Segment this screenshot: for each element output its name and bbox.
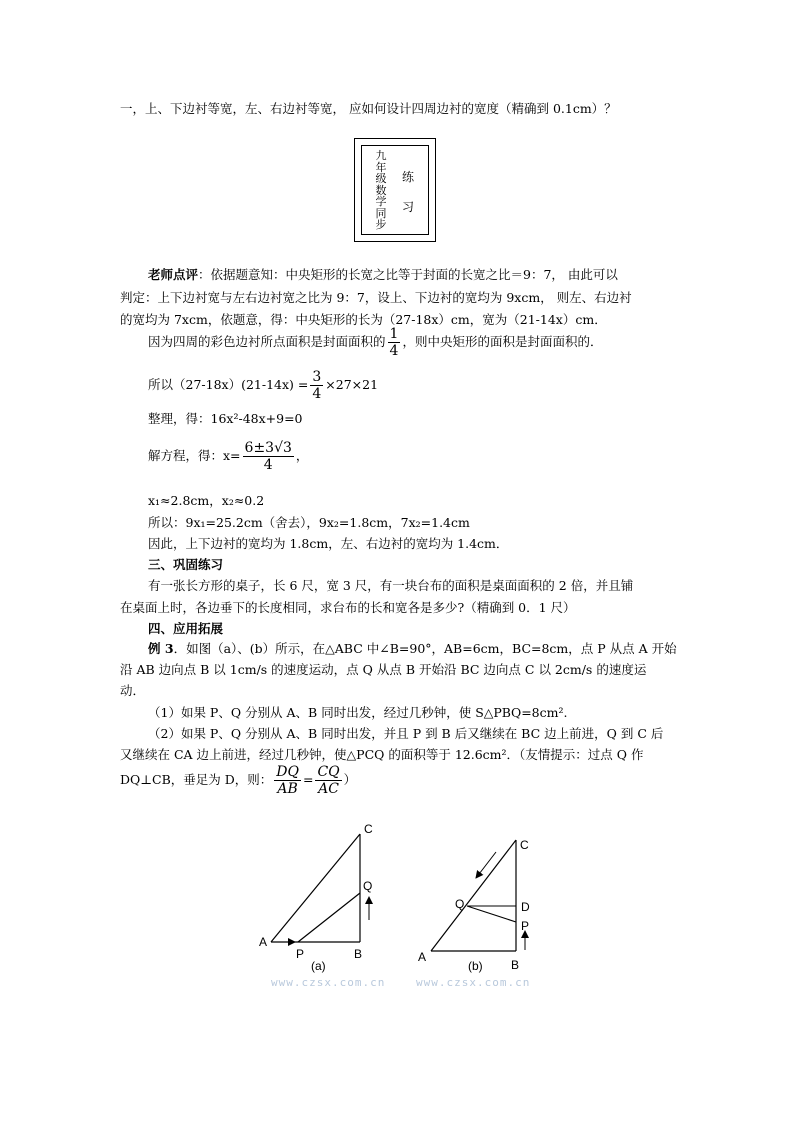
fig-b-arrow-q <box>476 852 496 878</box>
watermark-left: www.czsx.com.cn <box>271 976 386 989</box>
question-2-line-1: （2）如果 P、Q 分别从 A、B 同时出发，并且 P 到 B 后又继续在 BC 边上前进，Q 到 C 后 <box>148 726 664 741</box>
fig-b-side-ac <box>431 840 516 951</box>
fraction-denominator: AB <box>277 781 298 797</box>
fig-b-label-c: C <box>520 838 529 852</box>
section3-line-1: 有一张长方形的桌子，长 6 尺，宽 3 尺，有一块台布的面积是桌面面积的 2 倍，并且铺 <box>148 578 634 593</box>
eq3-right: ， <box>295 448 309 463</box>
fig-a-label-q: Q <box>363 879 373 893</box>
fig-a-label-a: A <box>259 935 268 949</box>
section3-title: 三、巩固练习 <box>148 557 224 572</box>
fraction-denominator: 4 <box>263 457 273 473</box>
fig-b-label-p: P <box>521 919 530 933</box>
eq3-left: 解方程，得：x= <box>148 448 241 463</box>
fig-b-label-q: Q <box>455 897 465 911</box>
fig-a-caption: (a) <box>311 959 326 973</box>
fraction-denominator: 4 <box>312 386 322 402</box>
fig-b-segment-qp <box>467 906 516 922</box>
fig-a-segment-pq <box>298 893 360 942</box>
section3-line-2: 在桌面上时，各边垂下的长度相同，求台布的长和宽各是多少?（精确到 0．1 尺） <box>120 600 576 615</box>
roots-line: x₁≈2.8cm，x₂≈0.2 <box>148 493 265 508</box>
equation-2: 整理，得：16x²-48x+9=0 <box>148 411 303 426</box>
comment-label: 老师点评 <box>148 267 199 282</box>
comment-text-1: ：依据题意知：中央矩形的长宽之比等于封面的长宽之比＝9：7， 由此可以 <box>198 267 618 282</box>
fraction-numerator: 6±3√3 <box>244 440 292 456</box>
question-1: （1）如果 P、Q 分别从 A、B 同时出发，经过几秒钟，使 S△PBQ=8cm². <box>148 705 568 720</box>
cover-vertical-title: 九年级数学同步 <box>375 149 387 231</box>
fig-a-label-b: B <box>354 947 363 961</box>
cover-char-2: 习 <box>402 200 415 214</box>
fraction-numerator: DQ <box>276 764 299 780</box>
comment-line4-text-a: 因为四周的彩色边衬所点面积是封面面积的 <box>148 334 386 349</box>
question-line: 一，上、下边衬等宽，左、右边衬等宽， 应如何设计四周边衬的宽度（精确到 0.1cm）？ <box>120 101 617 116</box>
fig-a-label-p: P <box>296 947 305 961</box>
example-line-2: 沿 AB 边向点 B 以 1cm/s 的速度运动，点 Q 从点 B 开始沿 BC 边向点 C 以 2cm/s 的速度运 <box>120 662 647 677</box>
example-line-3: 动． <box>120 683 146 698</box>
section4-title: 四、应用拓展 <box>148 621 224 636</box>
figure-a <box>259 822 373 973</box>
comment-line-3: 的宽均为 7xcm，依题意，得：中央矩形的长为（27-18x）cm，宽为（21-14x）cm． <box>120 312 607 327</box>
fig-b-label-b: B <box>511 958 520 972</box>
fraction-numerator: 3 <box>312 369 322 385</box>
fig-b-label-d: D <box>521 900 530 914</box>
example-text-1: ．如图（a）、(b）所示，在△ABC 中∠B=90°，AB=6cm，BC=8cm，点 P 从点 A 开始 <box>173 641 677 656</box>
conclusion-line: 因此，上下边衬的宽均为 1.8cm，左、右边衬的宽均为 1.4cm． <box>148 536 509 551</box>
equals-sign: = <box>302 772 314 787</box>
fraction-numerator: 1 <box>389 326 399 342</box>
fig-a-side-ac <box>271 834 360 942</box>
example-label: 例 3 <box>148 641 174 656</box>
cover-char-1: 练 <box>402 170 415 184</box>
fig-b-caption: (b) <box>468 959 483 973</box>
watermark-right: www.czsx.com.cn <box>416 976 531 989</box>
closing-paren: ） <box>343 772 357 787</box>
q2-line3-text: DQ⊥CB，垂足为 D，则： <box>120 772 273 787</box>
comment-line4-text-b: ，则中央矩形的面积是封面面积的． <box>402 334 603 349</box>
fig-b-label-a: A <box>418 950 427 964</box>
comment-line-2: 判定：上下边衬宽与左右边衬宽之比为 9：7，设上、下边衬的宽均为 9xcm， 则左、右边衬 <box>120 290 632 305</box>
fraction-denominator: AC <box>318 781 339 797</box>
fraction-numerator: CQ <box>317 764 340 780</box>
question-2-line-2: 又继续在 CA 边上前进，经过几秒钟，使△PCQ 的面积等于 12.6cm²．（友情提示：过点 Q 作 <box>120 747 644 762</box>
fig-a-label-c: C <box>364 822 373 836</box>
so-line: 所以：9x₁=25.2cm（舍去），9x₂=1.8cm，7x₂=1.4cm <box>148 515 470 530</box>
eq1-right: ×27×21 <box>325 377 379 392</box>
fraction-denominator: 4 <box>389 343 399 359</box>
figure-b <box>418 838 530 973</box>
eq1-left: 所以（27-18x）(21-14x) = <box>148 377 309 392</box>
